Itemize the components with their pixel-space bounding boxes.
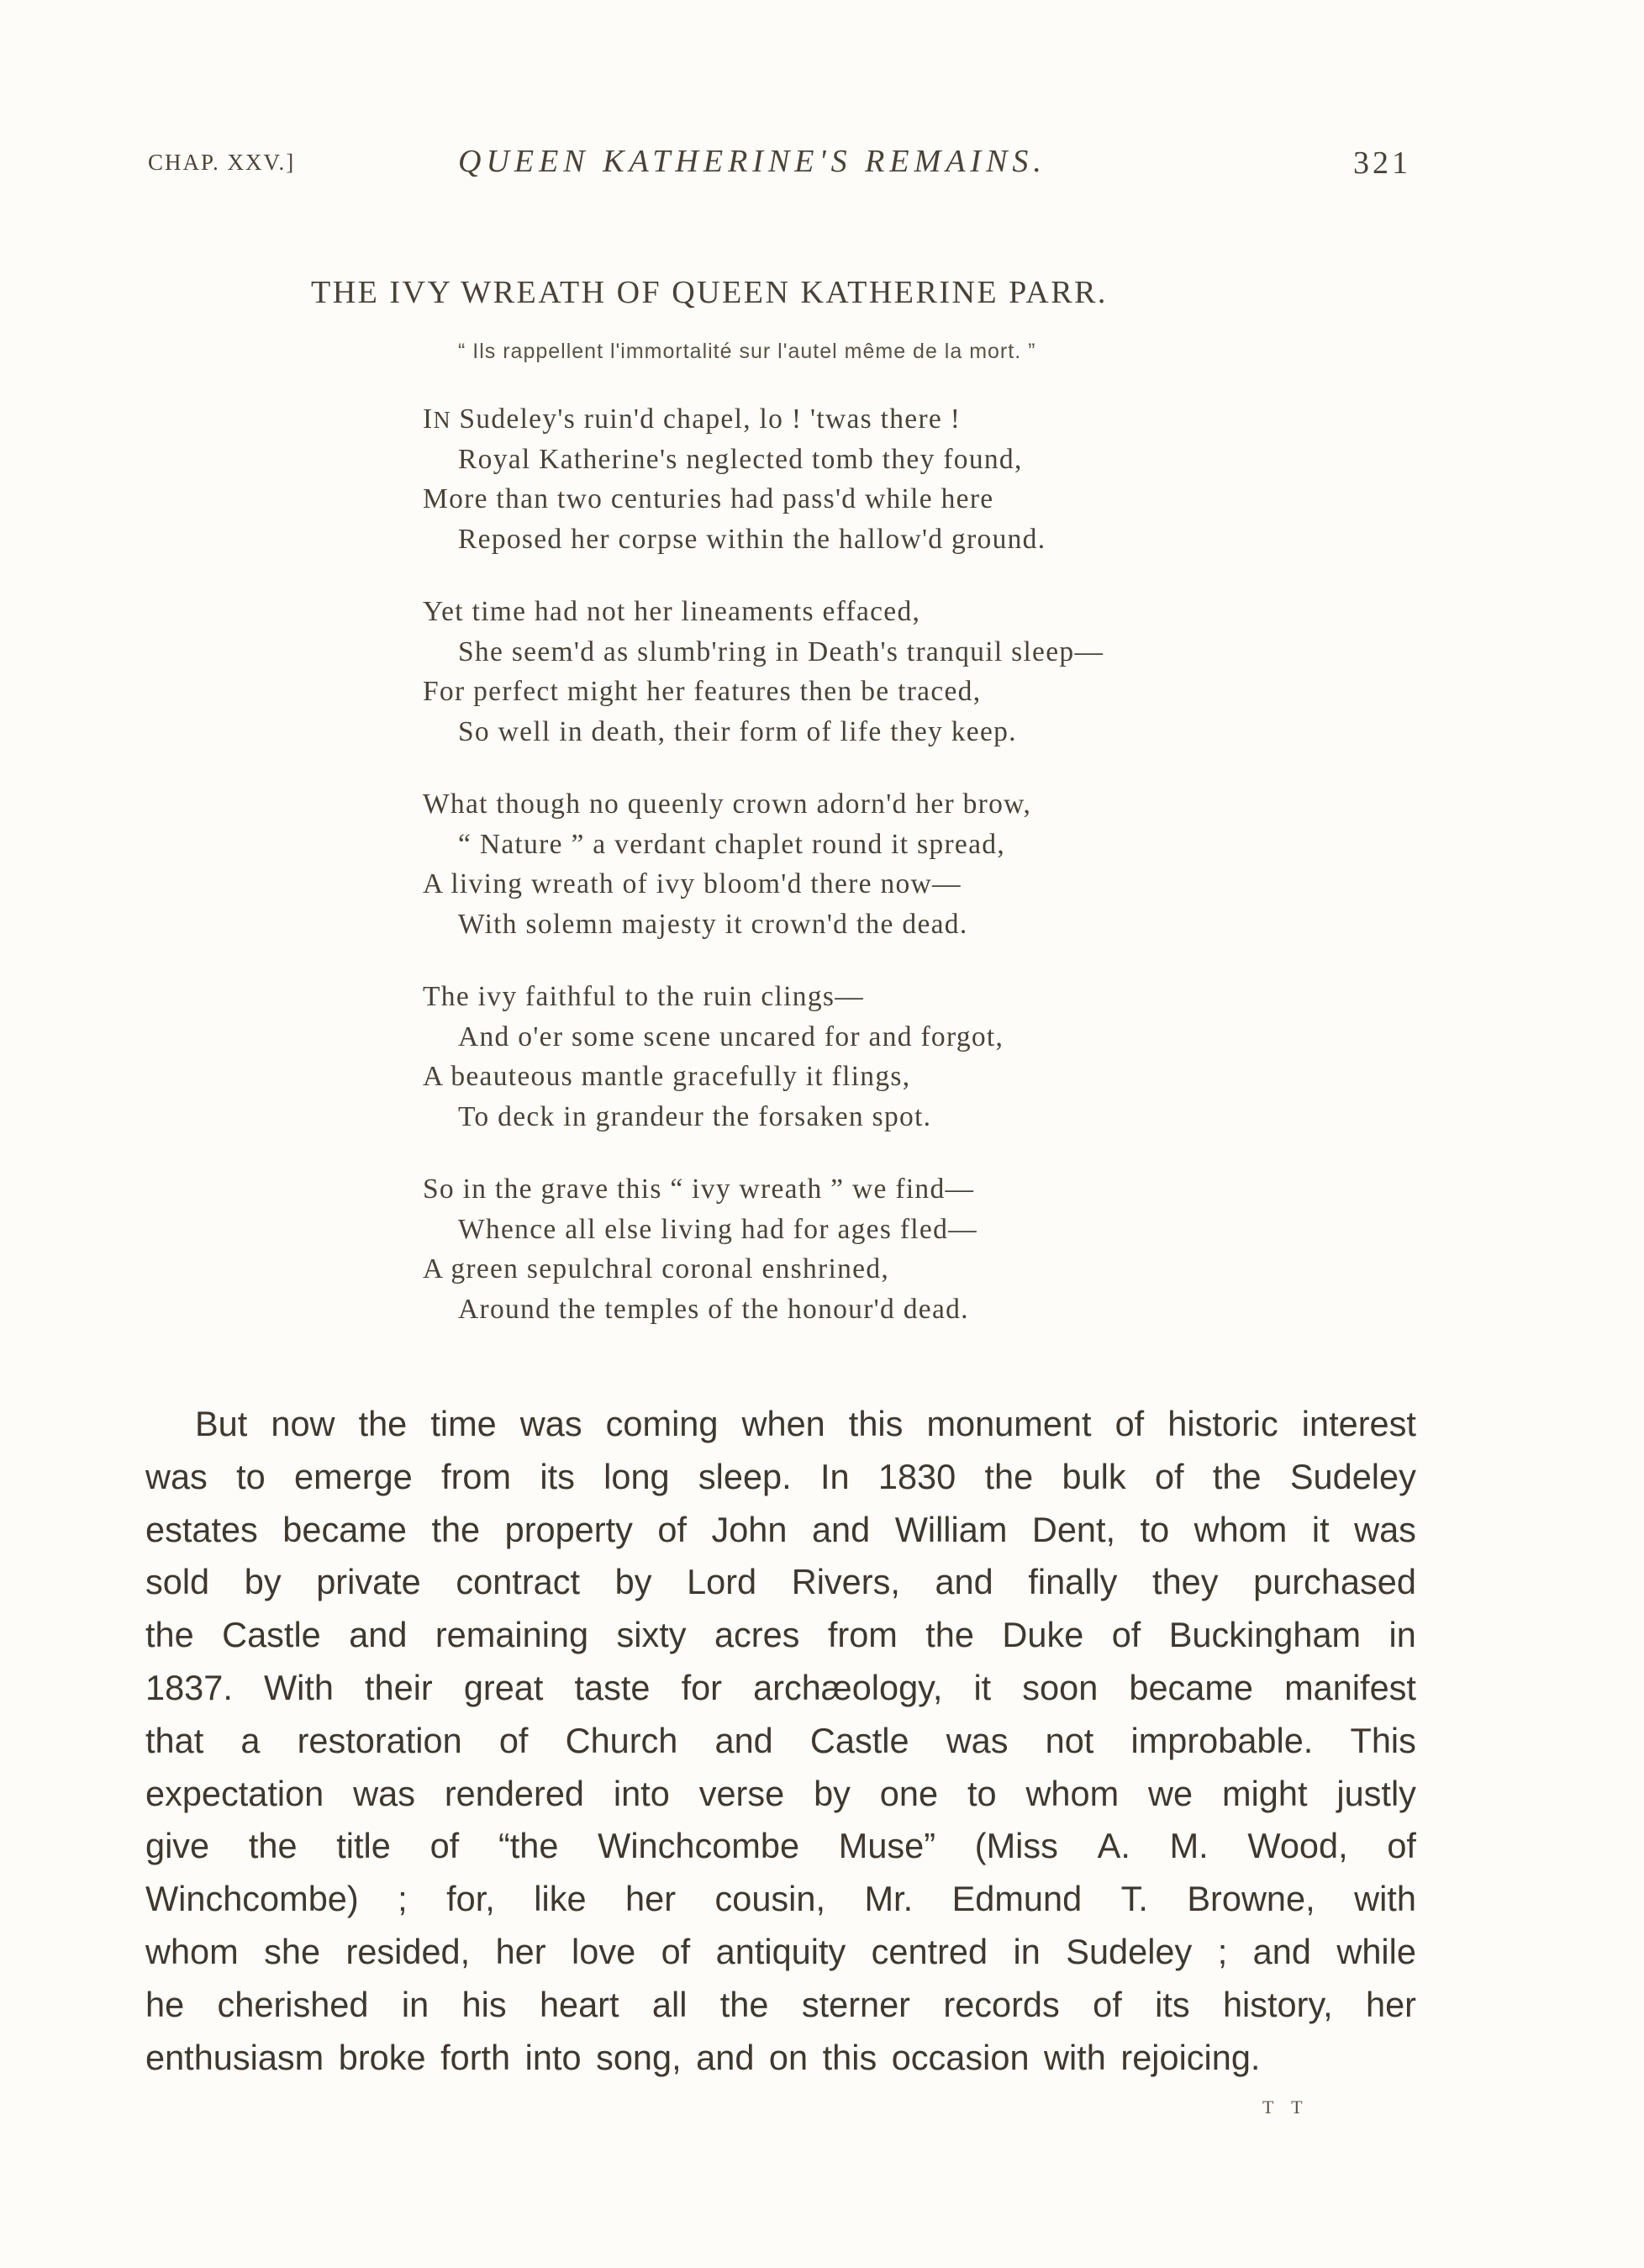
- word: bulk: [1062, 1456, 1126, 1496]
- paragraph-line: [145, 1556, 1416, 1609]
- word: became: [282, 1509, 407, 1549]
- stanza: [423, 592, 1104, 752]
- word: Church: [565, 1720, 678, 1760]
- word: its: [540, 1456, 575, 1496]
- poem-line: IN Sudeley's ruin'd chapel, lo ! 'twas there !: [423, 403, 962, 435]
- word: and: [1252, 1931, 1311, 1971]
- word: This: [1350, 1720, 1416, 1760]
- small-caps: N: [433, 408, 451, 434]
- word: antiquity: [715, 1931, 846, 1971]
- word: in: [1013, 1931, 1041, 1971]
- word: he: [145, 1984, 185, 2024]
- word: of: [657, 1509, 687, 1549]
- word: time: [430, 1404, 497, 1443]
- word: all: [651, 1984, 688, 2024]
- word: of: [429, 1826, 460, 1866]
- poem-line: To deck in grandeur the forsaken spot.: [458, 1100, 932, 1132]
- word: Edmund: [951, 1879, 1083, 1919]
- word: resided,: [345, 1931, 471, 1971]
- word: property: [504, 1509, 633, 1549]
- word: M.: [1169, 1826, 1209, 1866]
- word: improbable.: [1130, 1720, 1314, 1760]
- word: restoration: [297, 1720, 462, 1760]
- word: Lord: [687, 1562, 757, 1602]
- word: of: [1093, 1984, 1122, 2024]
- poem-line: With solemn majesty it crown'd the dead.: [458, 908, 968, 940]
- word: estates: [145, 1509, 258, 1549]
- word: their: [365, 1667, 433, 1707]
- word: finally: [1028, 1562, 1118, 1602]
- body-paragraph: [145, 1398, 1416, 2084]
- paragraph-line: [145, 1768, 1416, 1821]
- word: its: [1155, 1984, 1190, 2024]
- word: private: [316, 1562, 421, 1602]
- poem-line: A living wreath of ivy bloom'd there now—: [423, 868, 962, 899]
- word: T.: [1120, 1879, 1148, 1919]
- word: monument: [926, 1404, 1092, 1443]
- word: it: [973, 1667, 992, 1707]
- word: cousin,: [714, 1879, 825, 1919]
- word: in: [401, 1984, 429, 2024]
- word: one: [879, 1773, 939, 1813]
- word: ;: [1217, 1931, 1228, 1971]
- word: remaining: [435, 1615, 589, 1655]
- word: the: [1212, 1456, 1262, 1496]
- word: by: [614, 1562, 652, 1602]
- paragraph-line: [145, 1662, 1416, 1715]
- word: verse: [698, 1773, 785, 1813]
- poem-line: A beauteous mantle gracefully it flings,: [423, 1061, 911, 1092]
- word: love: [572, 1931, 636, 1971]
- poem: [423, 399, 1104, 1362]
- word: and: [935, 1562, 993, 1602]
- word: this: [848, 1404, 904, 1443]
- word: contract: [456, 1562, 580, 1602]
- word: Browne,: [1187, 1879, 1315, 1919]
- word: and: [714, 1720, 773, 1760]
- word: archæology,: [753, 1667, 943, 1707]
- page-number: 321: [1353, 145, 1411, 181]
- paragraph-line: enthusiasm broke forth into song, and on this occasion with rejoicing.: [145, 2037, 1261, 2077]
- word: Sudeley: [1066, 1931, 1193, 1971]
- word: expectation: [145, 1773, 324, 1813]
- word: by: [244, 1562, 282, 1602]
- word: and: [811, 1509, 871, 1549]
- word: was: [1354, 1509, 1416, 1549]
- word: her: [625, 1879, 677, 1919]
- word: A.: [1097, 1826, 1130, 1866]
- word: records: [943, 1984, 1060, 2024]
- paragraph-line: [145, 1609, 1416, 1662]
- word: whom: [1193, 1509, 1288, 1549]
- word: we: [1148, 1773, 1193, 1813]
- paragraph-line: [145, 1504, 1416, 1557]
- word: With: [263, 1667, 334, 1707]
- word: William: [894, 1509, 1008, 1549]
- word: Dent,: [1031, 1509, 1116, 1549]
- poem-line: And o'er some scene uncared for and forgot,: [458, 1021, 1004, 1052]
- poem-line: What though no queenly crown adorn'd her brow,: [423, 789, 1032, 820]
- epigraph: “ Ils rappellent l'immortalité sur l'autel même de la mort. ”: [458, 340, 1036, 363]
- stanza: [423, 784, 1104, 944]
- word: was: [946, 1720, 1009, 1760]
- word: for: [681, 1667, 722, 1707]
- word: rendered: [444, 1773, 584, 1813]
- word: they: [1152, 1562, 1219, 1602]
- word: Winchcombe): [145, 1879, 359, 1919]
- paragraph-line: [145, 1926, 1416, 1979]
- word: when: [741, 1404, 825, 1443]
- word: became: [1129, 1667, 1254, 1707]
- running-head: [0, 145, 1644, 187]
- word: John: [711, 1509, 788, 1549]
- poem-line: For perfect might her features then be traced,: [423, 676, 982, 707]
- word: was: [519, 1404, 582, 1443]
- paragraph-line: [145, 1820, 1416, 1873]
- poem-line: Reposed her corpse within the hallow'd ground.: [458, 523, 1046, 555]
- word: to: [967, 1773, 997, 1813]
- word: his: [461, 1984, 507, 2024]
- word: sixty: [616, 1615, 687, 1655]
- word: coming: [605, 1404, 719, 1443]
- word: whom: [1025, 1773, 1120, 1813]
- word: taste: [574, 1667, 651, 1707]
- word: her: [1366, 1984, 1416, 2024]
- word: the: [925, 1615, 974, 1655]
- word: of: [498, 1720, 529, 1760]
- paragraph-line: [145, 1451, 1416, 1504]
- word: 1837.: [145, 1667, 233, 1707]
- word: of: [1154, 1456, 1184, 1496]
- word: the: [358, 1404, 408, 1443]
- poem-line: Royal Katherine's neglected tomb they found,: [458, 443, 1023, 475]
- poem-title: THE IVY WREATH OF QUEEN KATHERINE PARR.: [311, 275, 1108, 310]
- running-title: QUEEN KATHERINE'S REMAINS.: [458, 144, 1046, 179]
- word: Rivers,: [791, 1562, 900, 1602]
- word: acres: [714, 1615, 800, 1655]
- word: manifest: [1284, 1667, 1416, 1707]
- word: Castle: [809, 1720, 909, 1760]
- word: the: [248, 1826, 298, 1866]
- word: and: [349, 1615, 408, 1655]
- word: not: [1045, 1720, 1094, 1760]
- word: long: [603, 1456, 670, 1496]
- word: of: [1111, 1615, 1141, 1655]
- word: soon: [1022, 1667, 1099, 1707]
- word: she: [264, 1931, 321, 1971]
- word: of: [661, 1931, 691, 1971]
- poem-line: The ivy faithful to the ruin clings—: [423, 981, 865, 1012]
- word: cherished: [217, 1984, 369, 2024]
- poem-line: Yet time had not her lineaments effaced,: [423, 596, 921, 627]
- word: from: [827, 1615, 898, 1655]
- word: sterner: [801, 1984, 911, 2024]
- word: Wood,: [1247, 1826, 1348, 1866]
- word: heart: [539, 1984, 619, 2024]
- poem-line: She seem'd as slumb'ring in Death's tranquil sleep—: [458, 636, 1104, 667]
- word: of: [1387, 1826, 1416, 1866]
- stanza: [423, 399, 1104, 559]
- word: the: [431, 1509, 481, 1549]
- word: history,: [1222, 1984, 1333, 2024]
- word: the: [145, 1615, 194, 1655]
- word: Buckingham: [1168, 1615, 1362, 1655]
- word: while: [1336, 1931, 1416, 1971]
- chapter-reference: CHAP. XXV.]: [148, 150, 296, 175]
- word: title: [336, 1826, 391, 1866]
- poem-line: More than two centuries had pass'd while here: [423, 483, 994, 514]
- stanza: [423, 1169, 1104, 1329]
- word: great: [463, 1667, 544, 1707]
- paragraph-line: [145, 1979, 1416, 2032]
- word: that: [145, 1720, 204, 1760]
- word: by: [814, 1773, 851, 1813]
- word: Winchcombe: [598, 1826, 800, 1866]
- poem-line: So in the grave this “ ivy wreath ” we find—: [423, 1174, 975, 1205]
- word: it: [1311, 1509, 1330, 1549]
- word: the: [984, 1456, 1034, 1496]
- word: to: [236, 1456, 266, 1496]
- word: sleep.: [698, 1456, 792, 1496]
- word: In: [819, 1456, 850, 1496]
- word: Duke: [1002, 1615, 1084, 1655]
- word: emerge: [294, 1456, 413, 1496]
- word: ;: [398, 1879, 408, 1919]
- word: with: [1354, 1879, 1416, 1919]
- paragraph-line: [145, 1715, 1416, 1768]
- word: in: [1388, 1615, 1416, 1655]
- word: from: [441, 1456, 512, 1496]
- word: was: [353, 1773, 415, 1813]
- word: “the: [498, 1826, 559, 1866]
- word: Castle: [222, 1615, 321, 1655]
- word: (Miss: [974, 1826, 1058, 1866]
- poem-line: So well in death, their form of life they keep.: [458, 715, 1017, 747]
- poem-line: Around the temples of the honour'd dead.: [458, 1293, 969, 1325]
- word: give: [145, 1826, 210, 1866]
- word: the: [719, 1984, 769, 2024]
- poem-line: Whence all else living had for ages fled—: [458, 1213, 977, 1245]
- word: for,: [446, 1879, 495, 1919]
- word: whom: [145, 1931, 239, 1971]
- word: Muse”: [838, 1826, 936, 1866]
- word: But: [195, 1404, 248, 1443]
- word: like: [534, 1879, 587, 1919]
- signature-mark: T T: [1262, 2097, 1309, 2118]
- drop-word: I: [423, 403, 434, 435]
- word: justly: [1336, 1773, 1416, 1813]
- poem-line: A green sepulchral coronal enshrined,: [423, 1253, 890, 1284]
- word: her: [495, 1931, 546, 1971]
- word: into: [613, 1773, 670, 1813]
- word: Mr.: [864, 1879, 914, 1919]
- word: Sudeley: [1289, 1456, 1416, 1496]
- poem-line: “ Nature ” a verdant chaplet round it spread,: [458, 828, 1005, 860]
- word: purchased: [1253, 1562, 1416, 1602]
- word: to: [1140, 1509, 1170, 1549]
- paragraph-line: [145, 1873, 1416, 1926]
- word: was: [145, 1456, 208, 1496]
- word: interest: [1301, 1404, 1416, 1443]
- word: a: [240, 1720, 261, 1760]
- word: historic: [1167, 1404, 1278, 1443]
- word: of: [1114, 1404, 1145, 1443]
- word: sold: [145, 1562, 210, 1602]
- word: now: [271, 1404, 335, 1443]
- paragraph-line: [145, 1398, 1416, 1451]
- word: centred: [871, 1931, 988, 1971]
- word: 1830: [877, 1456, 956, 1496]
- word: might: [1222, 1773, 1308, 1813]
- stanza: [423, 977, 1104, 1137]
